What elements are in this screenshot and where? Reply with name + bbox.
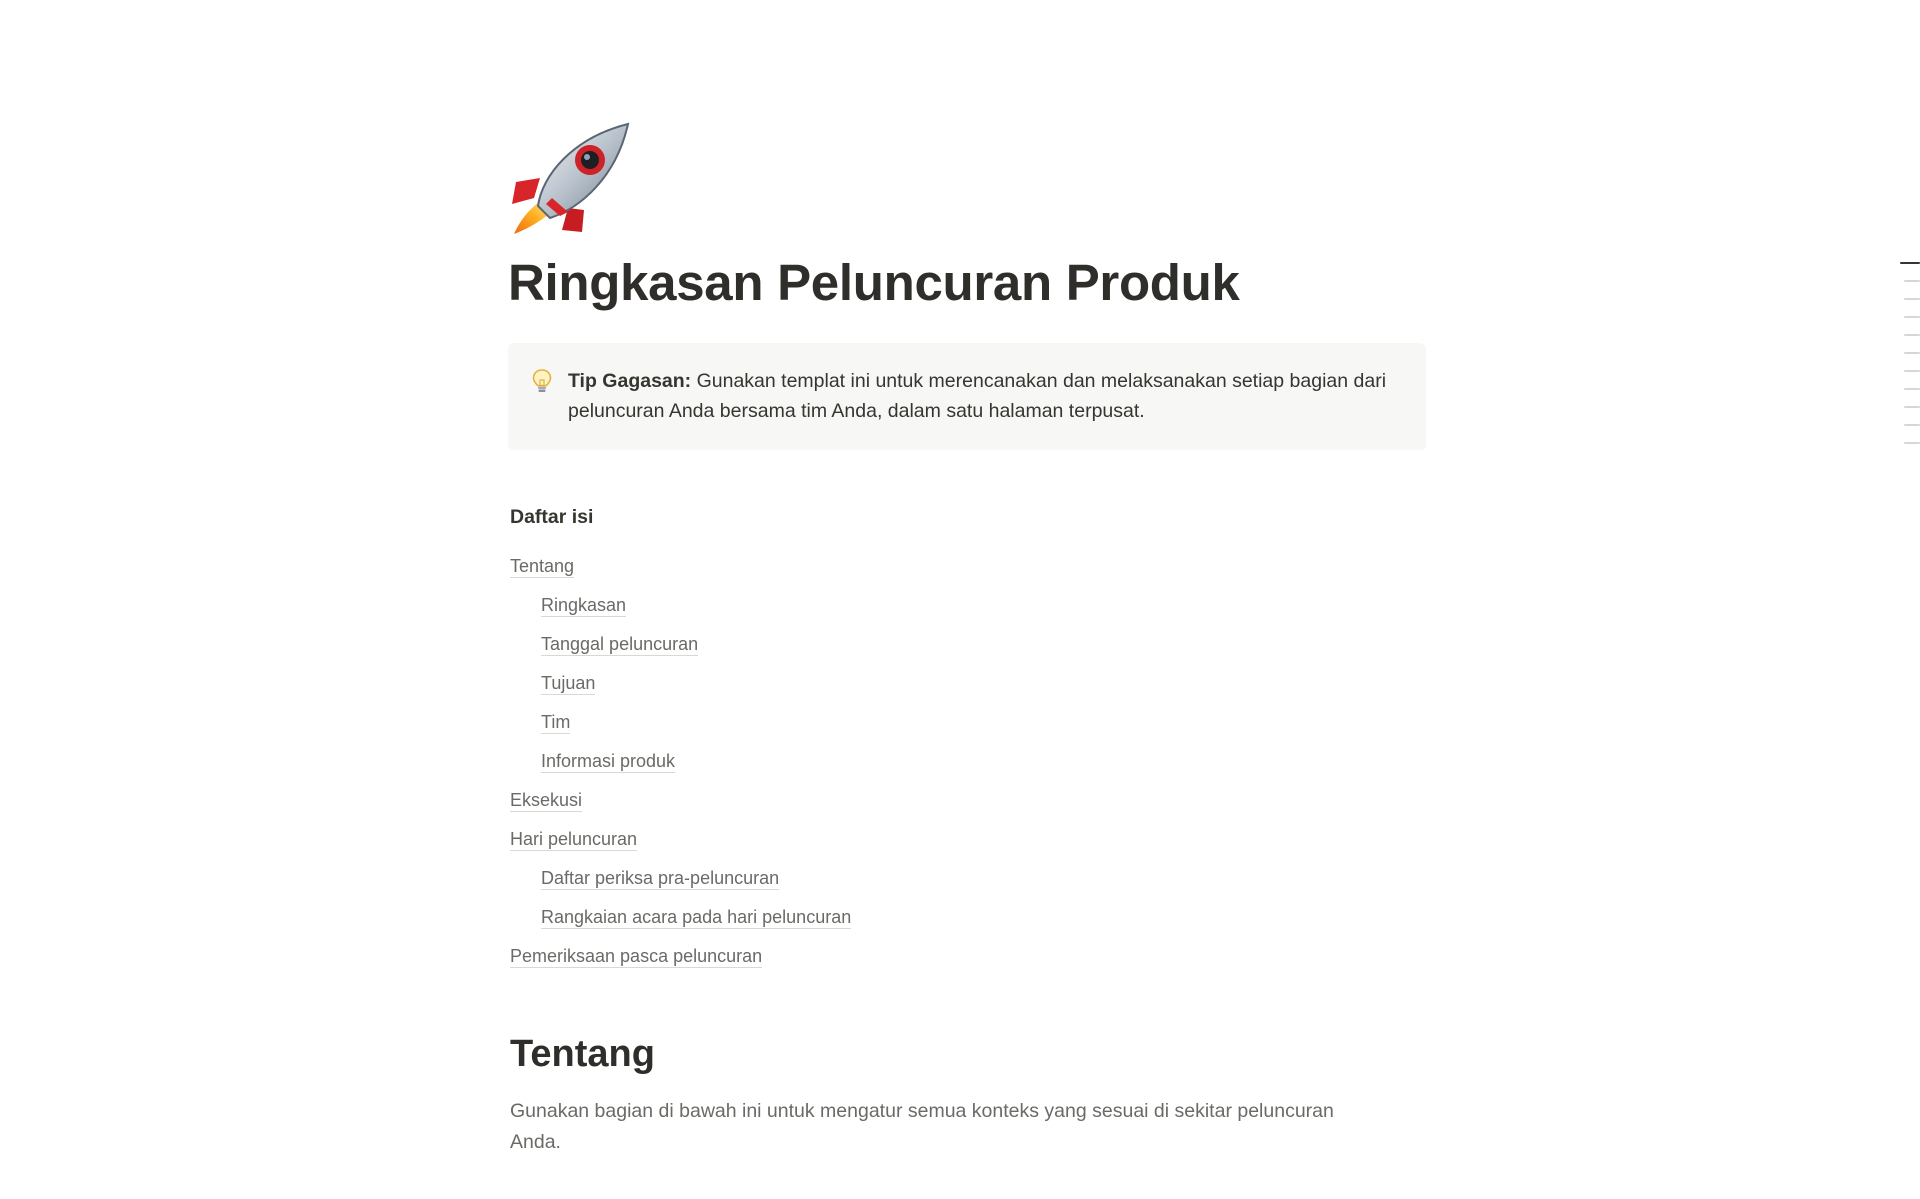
toc-item [508, 664, 1426, 703]
callout-bold-label: Tip Gagasan: [568, 370, 692, 393]
toc-link-eksekusi[interactable]: Eksekusi [510, 790, 583, 811]
outline-mark[interactable] [1904, 316, 1920, 318]
toc-link-tim[interactable]: Tim [541, 712, 571, 733]
toc-item [508, 703, 1426, 742]
toc-item [508, 625, 1426, 664]
toc-item [508, 937, 1426, 976]
toc-item [508, 898, 1426, 937]
toc-link-tujuan[interactable]: Tujuan [541, 673, 596, 694]
outline-mark[interactable] [1904, 442, 1920, 444]
toc-heading: Daftar isi [510, 506, 594, 529]
toc-item [508, 586, 1426, 625]
outline-mark[interactable] [1904, 334, 1920, 336]
page-content [508, 120, 1426, 1158]
toc-link-tentang[interactable]: Tentang [510, 556, 575, 577]
outline-mark[interactable] [1904, 298, 1920, 300]
outline-mark[interactable] [1904, 370, 1920, 372]
outline-mark[interactable] [1904, 388, 1920, 390]
toc-link-daftar-periksa[interactable]: Daftar periksa pra-peluncuran [541, 868, 780, 889]
outline-mark[interactable] [1904, 406, 1920, 408]
toc-link-informasi-produk[interactable]: Informasi produk [541, 751, 676, 772]
toc-item [508, 742, 1426, 781]
page-title[interactable]: Ringkasan Peluncuran Produk [508, 254, 1240, 311]
toc-link-rangkaian-acara[interactable]: Rangkaian acara pada hari peluncuran [541, 907, 852, 928]
callout-text [568, 366, 1396, 426]
section-heading-tentang[interactable]: Tentang [510, 1033, 655, 1076]
callout-body: Gunakan templat ini untuk merencanakan dan melaksanakan setiap bagian dari peluncuran Anda bersama tim Anda, dalam satu halaman terpusat. [568, 370, 1387, 423]
toc-item [508, 820, 1426, 859]
outline-mark-active[interactable] [1900, 262, 1920, 264]
toc-item [508, 859, 1426, 898]
toc-item [508, 547, 1426, 586]
outline-mark[interactable] [1904, 280, 1920, 282]
outline-mark[interactable] [1904, 424, 1920, 426]
toc-link-hari-peluncuran[interactable]: Hari peluncuran [510, 829, 638, 850]
section-body-text[interactable]: Gunakan bagian di bawah ini untuk mengatur semua konteks yang sesuai di sekitar peluncuran Anda. [510, 1099, 1334, 1153]
toc-link-pemeriksaan-pasca[interactable]: Pemeriksaan pasca peluncuran [510, 946, 763, 967]
lightbulb-icon [531, 368, 553, 394]
toc-link-tanggal-peluncuran[interactable]: Tanggal peluncuran [541, 634, 699, 655]
toc-item [508, 781, 1426, 820]
tip-callout[interactable] [508, 343, 1426, 450]
toc-link-ringkasan[interactable]: Ringkasan [541, 595, 627, 616]
rocket-icon[interactable] [510, 120, 632, 236]
page-outline[interactable] [1896, 262, 1920, 460]
table-of-contents [508, 547, 1426, 976]
outline-mark[interactable] [1904, 352, 1920, 354]
